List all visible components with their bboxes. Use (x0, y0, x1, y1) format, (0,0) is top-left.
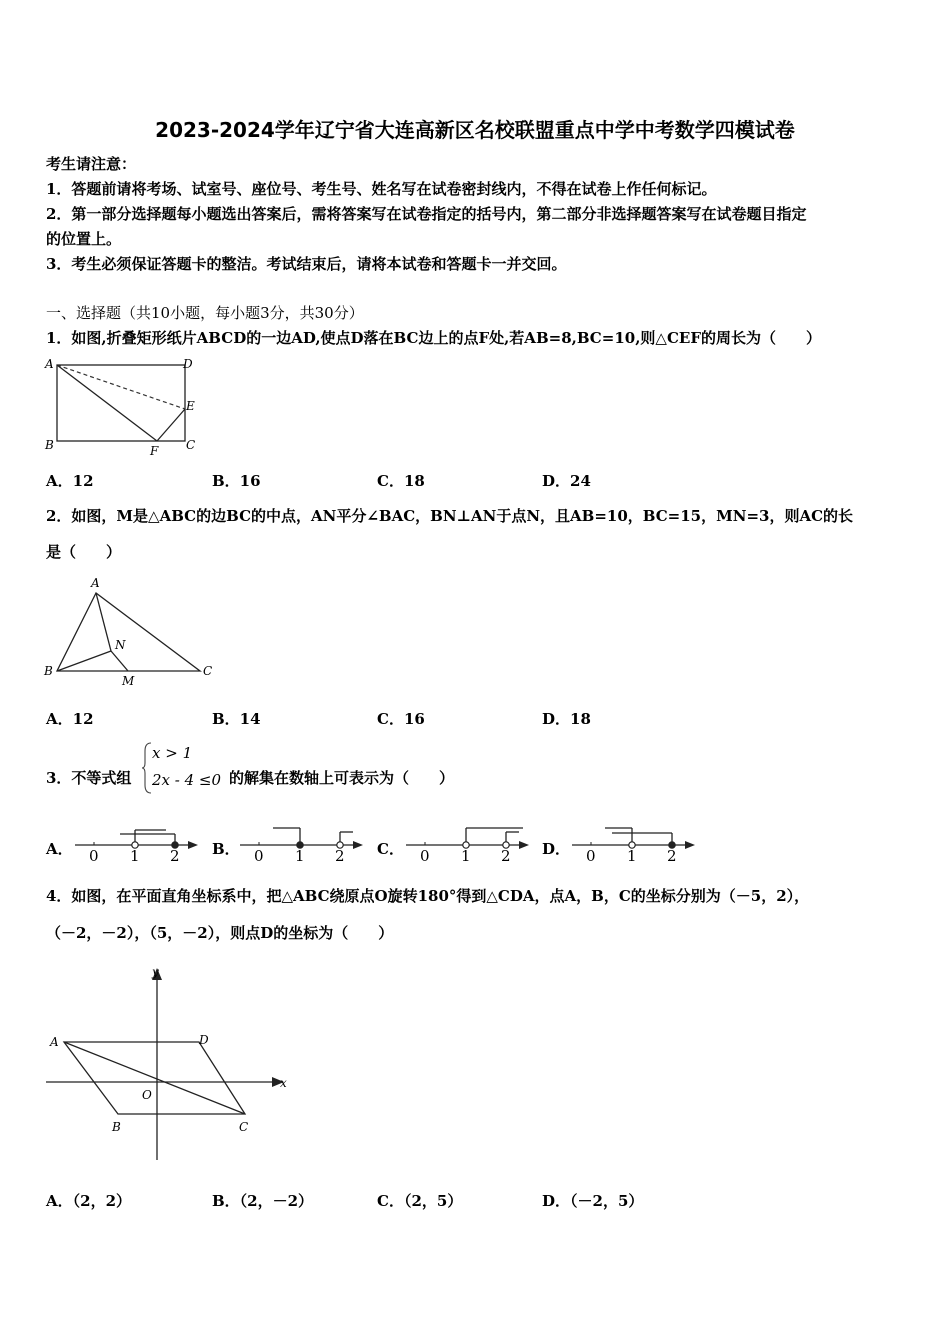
q3b-tick-2: 2 (335, 847, 345, 864)
q4-label-x: x (280, 1076, 287, 1090)
q1-label-b: B (45, 438, 54, 452)
notice-item-3: 3．考生必须保证答题卡的整洁。考试结束后，请将本试卷和答题卡一并交回。 (46, 255, 567, 273)
q2-label-a: A (91, 576, 100, 590)
q4-label-a: A (50, 1035, 59, 1049)
q4-option-d[interactable]: D．（－2，5） (542, 1192, 644, 1210)
q3-suffix: 的解集在数轴上可表示为（ ） (229, 769, 455, 787)
q3a-tick-0: 0 (89, 847, 99, 864)
q3-inequality-1: x > 1 (152, 744, 193, 762)
page-title: 2023-2024学年辽宁省大连高新区名校联盟重点中学中考数学四模试卷 (155, 118, 795, 142)
q3-option-a-numberline[interactable] (70, 818, 200, 864)
q3b-tick-1: 1 (295, 847, 305, 864)
notice-item-2: 2．第一部分选择题每小题选出答案后，需将答案写在试卷指定的括号内，第二部分非选择题答案写在试卷题目指定 (46, 205, 807, 223)
q1-label-d: D (183, 357, 193, 371)
q2-label-b: B (44, 664, 53, 678)
q3d-tick-1: 1 (627, 847, 637, 864)
q2-option-d[interactable]: D．18 (542, 710, 591, 728)
q3-option-d-letter[interactable]: D． (542, 840, 571, 858)
q3-inequality-2: 2x - 4 ≤0 (152, 771, 222, 789)
q3d-tick-0: 0 (586, 847, 596, 864)
q2-label-n: N (115, 638, 126, 652)
q1-label-e: E (186, 399, 195, 413)
q3c-tick-1: 1 (461, 847, 471, 864)
q4-label-b: B (112, 1120, 121, 1134)
section-heading: 一、选择题（共10小题，每小题3分，共30分） (46, 304, 364, 322)
notice-heading: 考生请注意： (46, 155, 137, 173)
q2-stem: 2．如图，M是△ABC的边BC的中点，AN平分∠BAC，BN⊥AN于点N，且AB=10，BC=15，MN=3，则AC的长 (46, 507, 854, 525)
q1-option-c[interactable]: C．18 (377, 472, 425, 490)
q3b-tick-0: 0 (254, 847, 264, 864)
q3-option-c-numberline[interactable] (401, 818, 531, 864)
q4-stem: 4．如图，在平面直角坐标系中，把△ABC绕原点O旋转180°得到△CDA，点A，B，C的坐标分别为（－5，2）， (46, 887, 810, 905)
q4-stem-cont: （－2，－2），（5，－2），则点D的坐标为（ ） (46, 924, 394, 942)
q4-option-a[interactable]: A．（2，2） (46, 1192, 132, 1210)
q3-option-c-letter[interactable]: C． (377, 840, 404, 858)
q4-label-y: y (152, 965, 159, 979)
q1-line-ae (57, 365, 185, 409)
q2-option-a[interactable]: A．12 (46, 710, 94, 728)
q2-label-c: C (203, 664, 213, 678)
q4-label-o: O (142, 1088, 152, 1102)
q3-option-b-numberline[interactable] (235, 818, 365, 864)
q1-option-b[interactable]: B．16 (212, 472, 261, 490)
q3-prefix: 3．不等式组 (46, 769, 132, 787)
q2-triangle-abc (57, 593, 200, 671)
q1-line-af (57, 365, 157, 441)
q1-option-d[interactable]: D．24 (542, 472, 591, 490)
q1-label-a: A (45, 357, 54, 371)
q2-option-c[interactable]: C．16 (377, 710, 425, 728)
q1-option-a[interactable]: A．12 (46, 472, 94, 490)
q3c-tick-0: 0 (420, 847, 430, 864)
q3a-tick-2: 2 (170, 847, 180, 864)
q3c-tick-2: 2 (501, 847, 511, 864)
q2-line-an (96, 593, 111, 651)
q4-option-c[interactable]: C．（2，5） (377, 1192, 463, 1210)
q3d-tick-2: 2 (667, 847, 677, 864)
q2-stem-cont: 是（ ） (46, 543, 122, 561)
q1-label-f: F (150, 444, 159, 458)
q1-stem: 1．如图,折叠矩形纸片ABCD的一边AD,使点D落在BC边上的点F处,若AB=8,BC=10,则△CEF的周长为（ ） (46, 329, 821, 347)
q1-figure-rectangle (40, 352, 210, 462)
q4-option-b[interactable]: B．（2，－2） (212, 1192, 314, 1210)
q1-label-c: C (186, 438, 196, 452)
notice-item-1: 1．答题前请将考场、试室号、座位号、考生号、姓名写在试卷密封线内，不得在试卷上作任何标记。 (46, 180, 717, 198)
q2-line-nm (111, 651, 128, 671)
q3a-tick-1: 1 (130, 847, 140, 864)
q1-line-fe (157, 409, 185, 441)
q2-label-m: M (122, 674, 135, 688)
q4-label-c: C (239, 1120, 249, 1134)
q3-option-a-letter[interactable]: A． (46, 840, 73, 858)
q4-label-d: D (199, 1033, 209, 1047)
q2-figure-triangle (40, 573, 220, 688)
q4-figure-coordinate-plane (44, 962, 294, 1167)
notice-item-2-cont: 的位置上。 (46, 230, 122, 248)
q3-option-d-numberline[interactable] (567, 818, 697, 864)
q3-option-b-letter[interactable]: B． (212, 840, 240, 858)
q2-option-b[interactable]: B．14 (212, 710, 261, 728)
